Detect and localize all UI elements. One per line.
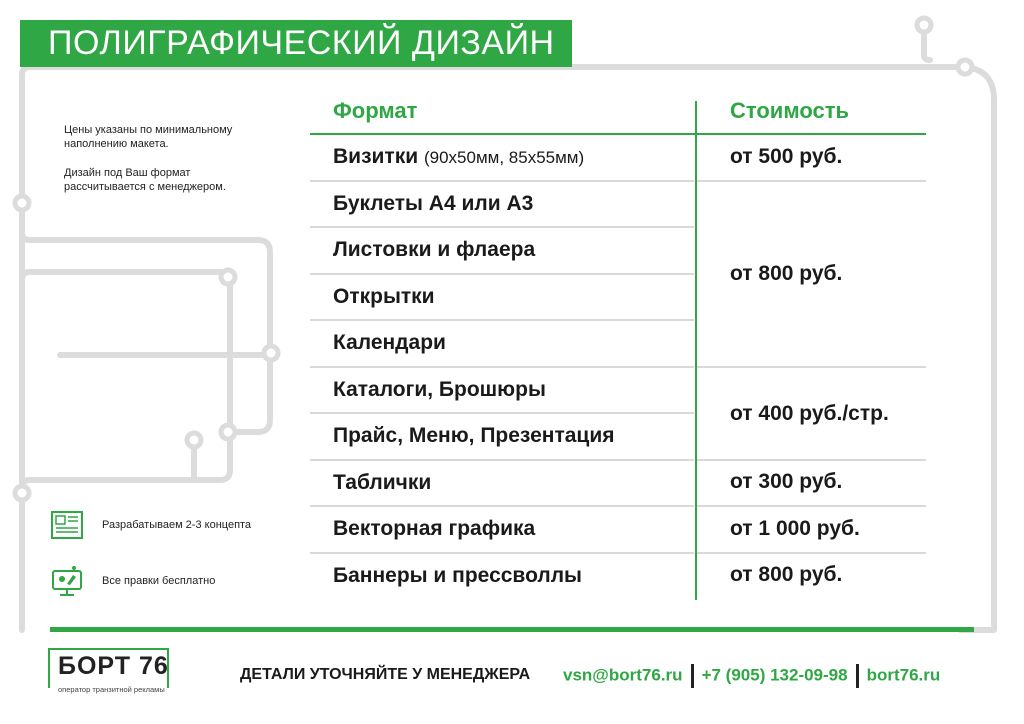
price-divider — [697, 505, 926, 507]
table-row — [310, 228, 694, 275]
monitor-edit-icon — [50, 564, 84, 598]
row-format: Листовки и флаера — [333, 238, 536, 261]
footer-divider — [50, 627, 974, 632]
price-value: от 500 руб. — [730, 145, 843, 168]
details-note: ДЕТАЛИ УТОЧНЯЙТЕ У МЕНЕДЖЕРА — [240, 666, 531, 683]
site-link[interactable]: bort76.ru — [866, 665, 941, 685]
row-format: Баннеры и прессволлы — [333, 563, 582, 587]
contact-separator — [856, 664, 859, 688]
table-row — [310, 275, 694, 322]
price-table-header — [310, 96, 926, 135]
logo-tagline: оператор транзитной рекламы — [58, 685, 165, 694]
email-link[interactable]: vsn@bort76.ru — [563, 665, 683, 685]
logo[interactable] — [48, 648, 172, 696]
row-format: Открытки — [333, 284, 435, 308]
price-divider — [697, 180, 926, 182]
table-row — [310, 554, 694, 601]
table-row — [310, 507, 694, 554]
price-value: от 800 руб. — [730, 262, 843, 285]
header-cost: Стоимость — [730, 98, 850, 123]
feature-concepts-label: Разрабатываем 2-3 концепта — [102, 519, 252, 531]
table-row — [310, 461, 694, 508]
row-format: Таблички — [333, 470, 432, 494]
price-divider — [697, 366, 926, 368]
format-list — [310, 135, 694, 600]
column-divider — [695, 101, 697, 600]
row-format: Векторная графика — [333, 517, 536, 540]
contact-separator — [691, 664, 694, 688]
contacts — [563, 664, 940, 688]
header-format: Формат — [333, 98, 418, 123]
table-row — [310, 414, 694, 461]
price-divider — [697, 459, 926, 461]
price-value: от 300 руб. — [730, 470, 843, 493]
row-format: Каталоги, Брошюры — [333, 377, 546, 401]
price-value: от 400 руб./стр. — [730, 402, 889, 425]
row-format: Календари — [333, 331, 446, 354]
row-format: Прайс, Меню, Презентация — [333, 424, 615, 447]
feature-free-edits-label: Все правки бесплатно — [102, 575, 216, 587]
row-format: Буклеты А4 или А3 — [333, 191, 534, 215]
phone-link[interactable]: +7 (905) 132-09-98 — [701, 665, 848, 685]
feature-concepts — [50, 508, 251, 542]
logo-name: БОРТ 76 — [58, 652, 169, 680]
page-title: ПОЛИГРАФИЧЕСКИЙ ДИЗАЙН — [20, 20, 572, 67]
price-value: от 1 000 руб. — [730, 517, 860, 540]
row-format-note: (90х50мм, 85х55мм) — [423, 148, 585, 167]
price-divider — [697, 552, 926, 554]
table-row — [310, 135, 694, 182]
table-row — [310, 321, 694, 368]
price-value: от 800 руб. — [730, 563, 843, 586]
prices-note: Цены указаны по минимальному наполнению макета. — [64, 124, 233, 150]
row-format: Визитки — [333, 145, 419, 168]
table-row — [310, 182, 694, 229]
format-note: Дизайн под Ваш формат рассчитывается с менеджером. — [64, 167, 226, 193]
feature-free-edits — [50, 564, 215, 598]
table-row — [310, 368, 694, 415]
layout-concepts-icon — [50, 508, 84, 542]
